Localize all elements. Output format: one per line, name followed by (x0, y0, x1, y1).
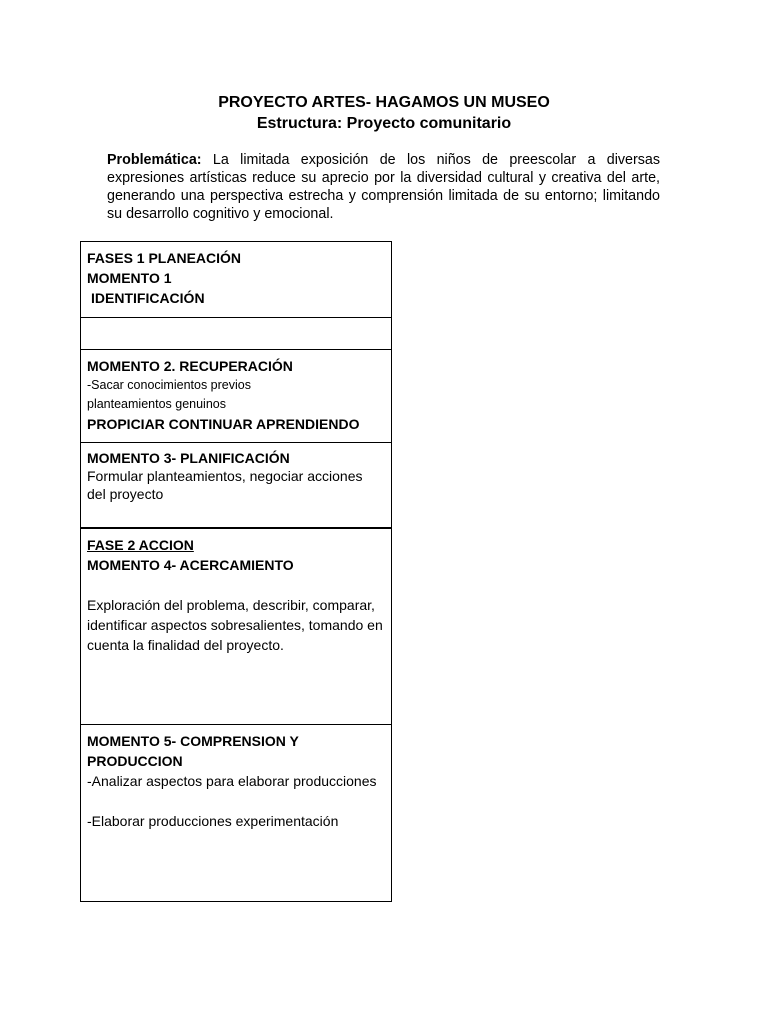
moment3-heading: MOMENTO 3- PLANIFICACIÓN (87, 450, 290, 466)
moment5-heading: MOMENTO 5- COMPRENSION Y PRODUCCION (87, 733, 299, 769)
moment2-cell (81, 350, 392, 443)
moment2-item: -Sacar conocimientos previos (87, 378, 251, 392)
table-row (81, 725, 392, 902)
phase2-title: FASE 2 ACCION (87, 537, 194, 553)
moment4-text: Exploración del problema, describir, comparar, identificar aspectos sobresalientes, tomando en cuenta la finalidad del proyecto. (87, 597, 383, 653)
document-title: PROYECTO ARTES- HAGAMOS UN MUSEO (218, 94, 550, 111)
moment5-text: -Analizar aspectos para elaborar producciones (87, 773, 377, 789)
spacer (87, 791, 385, 811)
moment5-text: -Elaborar producciones experimentación (87, 813, 339, 829)
phase1-cell (81, 242, 392, 318)
problem-text: La limitada exposición de los niños de preescolar a diversas expresiones artísticas reduce su aprecio por la diversidad cultural y creativa del arte, generando una perspectiva estrecha y comprensión limitada de su entorno; limitando su desarrollo cognitivo y emocional. (107, 152, 660, 222)
table-row (81, 318, 392, 350)
empty-cell (81, 318, 392, 350)
moment1-name: IDENTIFICACIÓN (91, 290, 205, 306)
moment1-title: MOMENTO 1 (87, 270, 172, 286)
moment3-text: Formular planteamientos, negociar acciones del proyecto (87, 468, 363, 502)
phase1-title: FASES 1 PLANEACIÓN (87, 250, 242, 266)
table-row (81, 528, 392, 725)
table-row (81, 242, 392, 318)
moment2-item: planteamientos genuinos (87, 397, 226, 411)
problem-label: Problemática: (107, 152, 202, 168)
moment2-footer: PROPICIAR CONTINUAR APRENDIENDO (87, 416, 360, 432)
table-row (81, 443, 392, 529)
problem-statement (107, 151, 660, 223)
moment2-heading: MOMENTO 2. RECUPERACIÓN (87, 358, 293, 374)
document-subtitle: Estructura: Proyecto comunitario (256, 115, 512, 132)
moment5-cell (81, 725, 392, 902)
moment4-heading: MOMENTO 4- ACERCAMIENTO (87, 557, 294, 573)
moment3-cell (81, 443, 392, 529)
moment4-cell (81, 528, 392, 725)
phases-table (80, 241, 392, 902)
table-row (81, 350, 392, 443)
spacer (87, 575, 385, 595)
